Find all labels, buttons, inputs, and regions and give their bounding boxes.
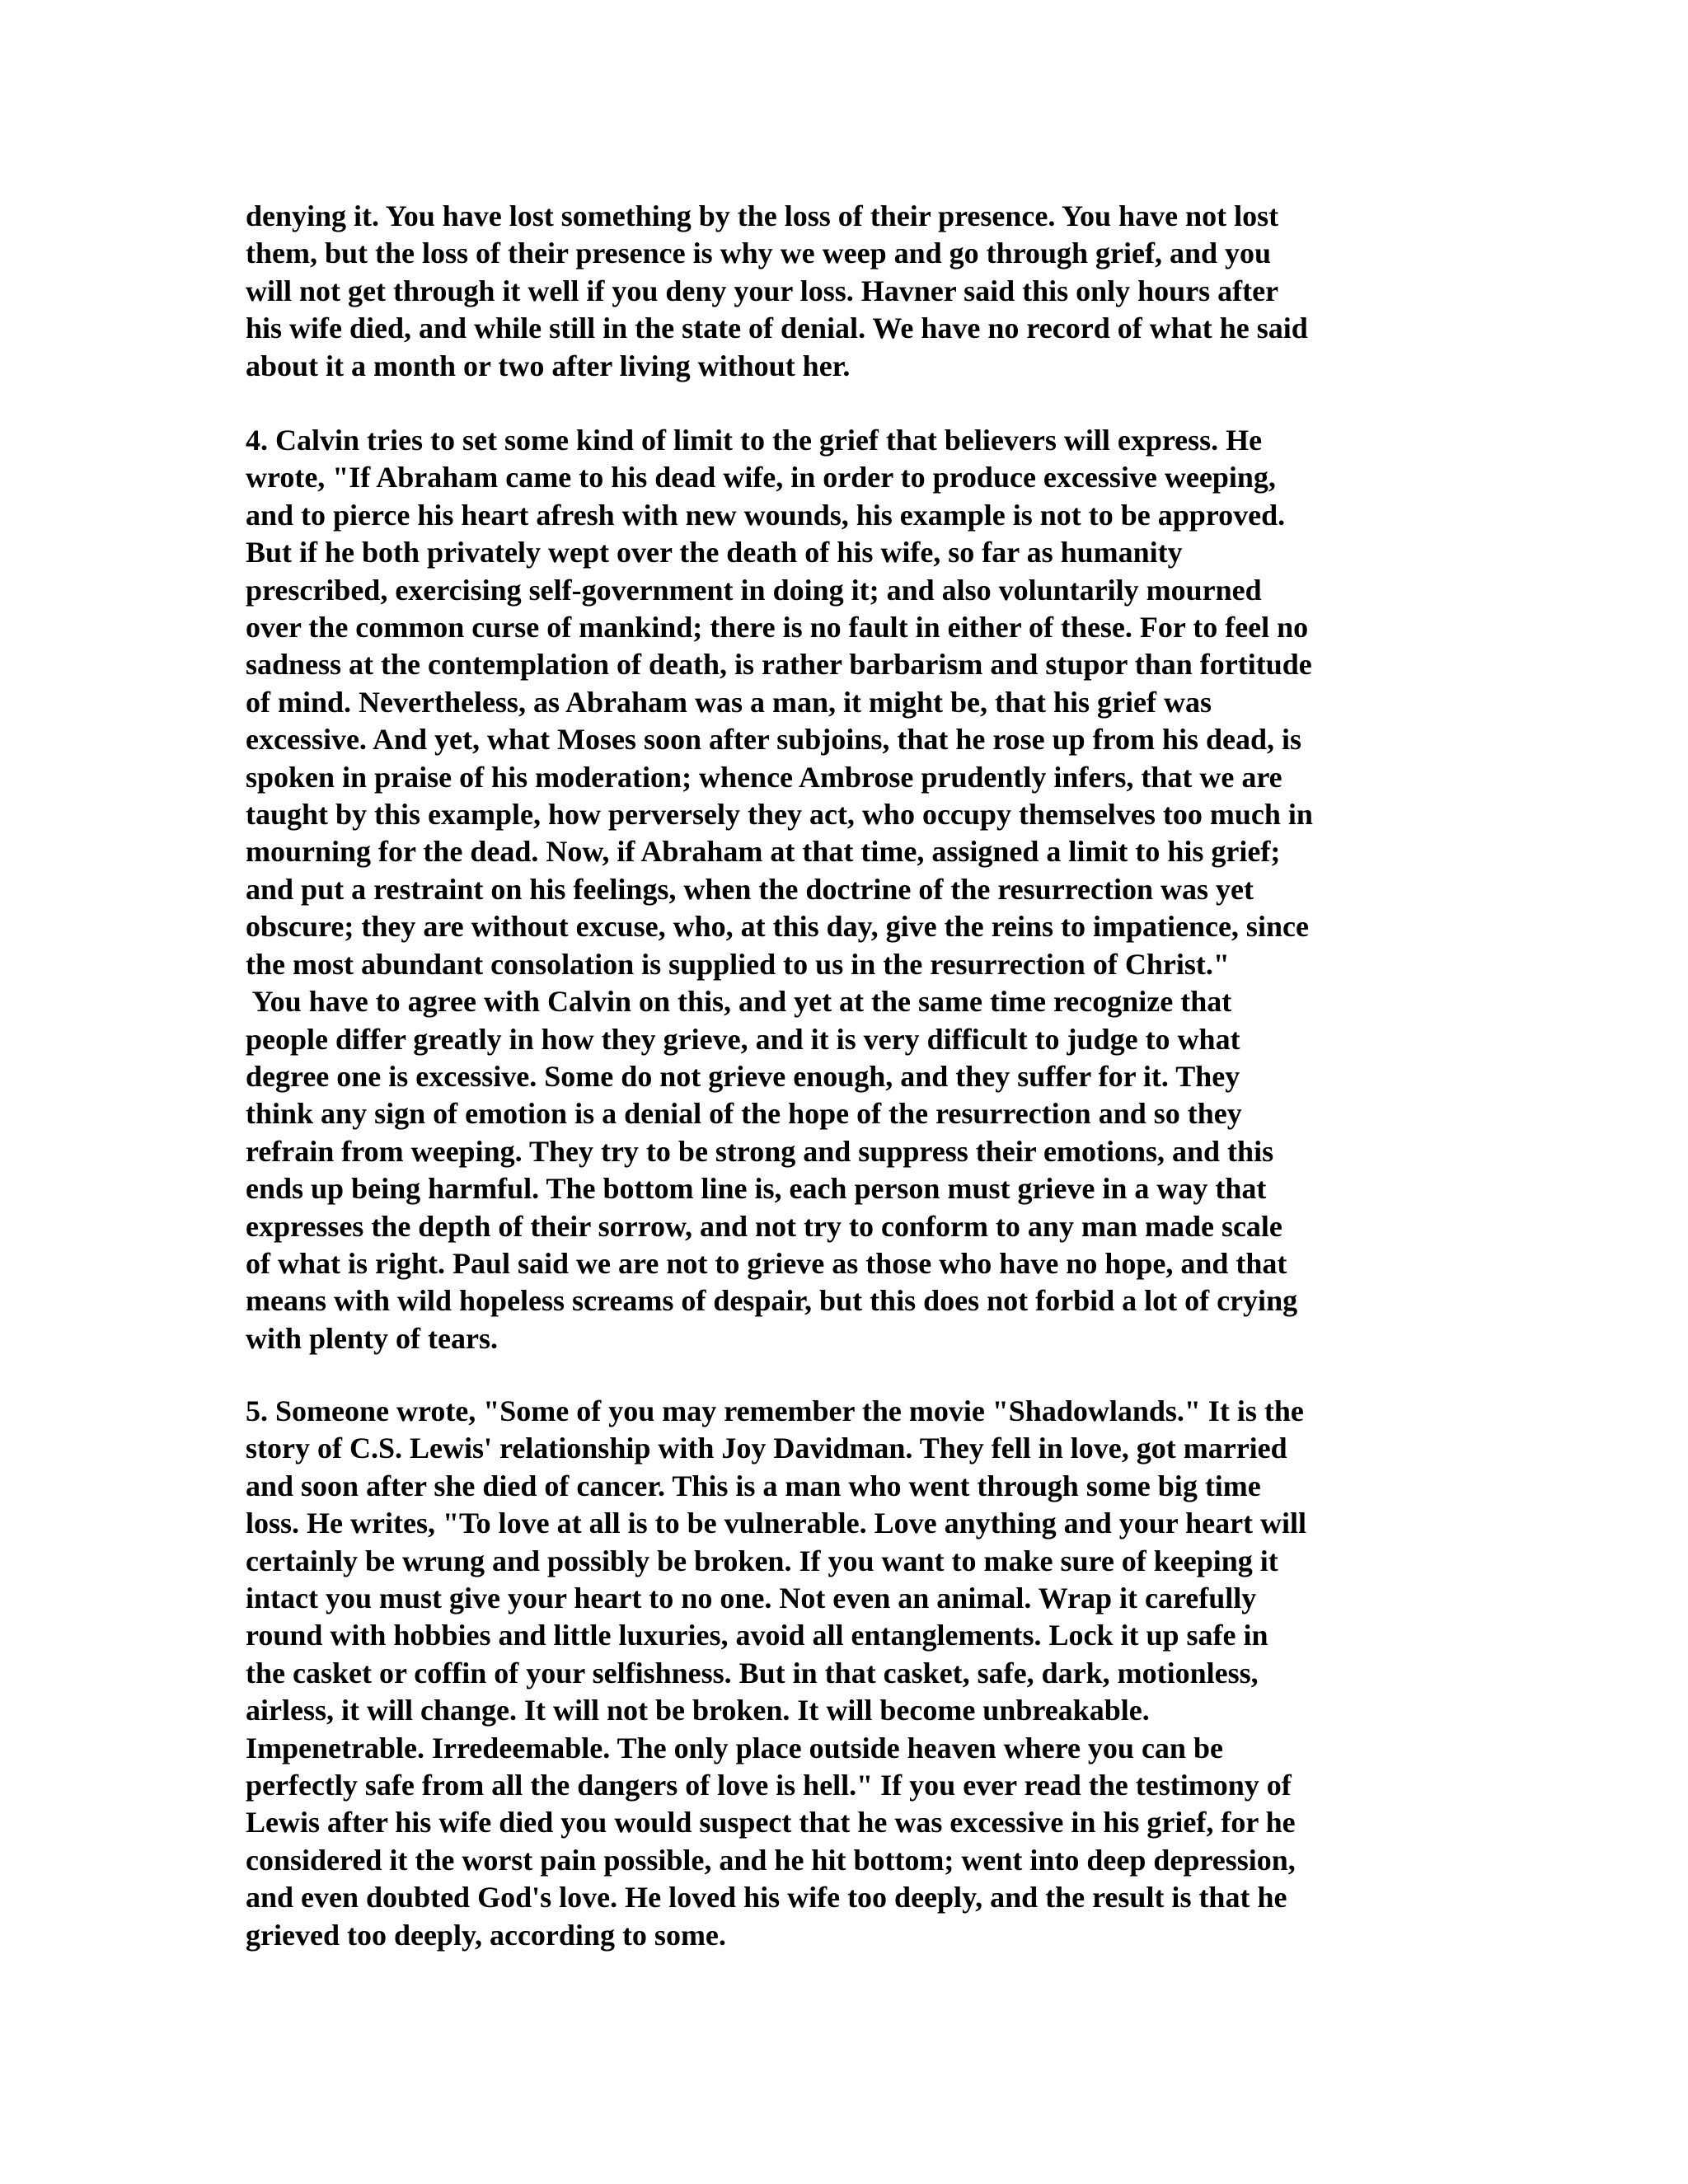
text-line: airless, it will change. It will not be broken. It will become unbreakable.	[246, 1694, 1150, 1727]
text-line: people differ greatly in how they grieve, and it is very difficult to judge to what	[246, 1022, 1240, 1056]
text-line: But if he both privately wept over the death of his wife, so far as humanity	[246, 536, 1183, 569]
text-line: means with wild hopeless screams of despair, but this does not forbid a lot of crying	[246, 1284, 1298, 1318]
text-line: over the common curse of mankind; there is no fault in either of these. For to feel no	[246, 611, 1309, 644]
paragraph-calvin	[246, 422, 1432, 1357]
paragraph-denial	[246, 198, 1432, 385]
text-line: Impenetrable. Irredeemable. The only place outside heaven where you can be	[246, 1731, 1223, 1765]
text-line: wrote, "If Abraham came to his dead wife, in order to produce excessive weeping,	[246, 461, 1276, 494]
text-line: You have to agree with Calvin on this, and yet at the same time recognize that	[246, 985, 1232, 1019]
text-line: denying it. You have lost something by the loss of their presence. You have not lost	[246, 199, 1279, 232]
text-line: mourning for the dead. Now, if Abraham at that time, assigned a limit to his grief;	[246, 835, 1281, 869]
text-line: certainly be wrung and possibly be broken. If you want to make sure of keeping it	[246, 1544, 1278, 1577]
text-line: expresses the depth of their sorrow, and not try to conform to any man made scale	[246, 1209, 1282, 1243]
text-line: think any sign of emotion is a denial of the hope of the resurrection and so they	[246, 1097, 1242, 1131]
text-line: loss. He writes, "To love at all is to be vulnerable. Love anything and your heart will	[246, 1507, 1307, 1540]
text-line: considered it the worst pain possible, and he hit bottom; went into deep depression,	[246, 1843, 1296, 1877]
text-line: of what is right. Paul said we are not to grieve as those who have no hope, and that	[246, 1246, 1287, 1280]
text-line: them, but the loss of their presence is why we weep and go through grief, and you	[246, 237, 1272, 270]
text-line: obscure; they are without excuse, who, at this day, give the reins to impatience, since	[246, 910, 1309, 944]
text-line: of mind. Nevertheless, as Abraham was a man, it might be, that his grief was	[246, 685, 1212, 719]
text-line: and soon after she died of cancer. This is a man who went through some big time	[246, 1469, 1261, 1502]
text-line: Lewis after his wife died you would suspect that he was excessive in his grief, for he	[246, 1806, 1296, 1840]
text-line: and even doubted God's love. He loved his wife too deeply, and the result is that he	[246, 1881, 1287, 1915]
text-line: round with hobbies and little luxuries, avoid all entanglements. Lock it up safe in	[246, 1619, 1268, 1652]
text-line: degree one is excessive. Some do not grieve enough, and they suffer for it. They	[246, 1059, 1240, 1093]
text-line: grieved too deeply, according to some.	[246, 1918, 726, 1952]
text-line: and to pierce his heart afresh with new wounds, his example is not to be approved.	[246, 498, 1286, 532]
text-line: excessive. And yet, what Moses soon after subjoins, that he rose up from his dead, is	[246, 723, 1302, 757]
text-line: taught by this example, how perversely they act, who occupy themselves too much in	[246, 798, 1313, 832]
text-line: prescribed, exercising self-government in doing it; and also voluntarily mourned	[246, 573, 1262, 607]
text-line: the casket or coffin of your selfishness. But in that casket, safe, dark, motionless,	[246, 1656, 1259, 1690]
text-line: his wife died, and while still in the state of denial. We have no record of what he said	[246, 312, 1308, 345]
text-line: intact you must give your heart to no one. Not even an animal. Wrap it carefully	[246, 1582, 1257, 1615]
text-line: with plenty of tears.	[246, 1321, 498, 1355]
paragraph-lewis	[246, 1393, 1432, 1954]
text-line: perfectly safe from all the dangers of love is hell." If you ever read the testimony of	[246, 1769, 1292, 1802]
text-line: 5. Someone wrote, "Some of you may remember the movie "Shadowlands." It is the	[246, 1394, 1304, 1427]
text-line: 4. Calvin tries to set some kind of limit to the grief that believers will express. He	[246, 424, 1263, 457]
text-line: sadness at the contemplation of death, is rather barbarism and stupor than fortitude	[246, 648, 1312, 682]
text-line: story of C.S. Lewis' relationship with Joy Davidman. They fell in love, got married	[246, 1432, 1287, 1465]
text-line: spoken in praise of his moderation; whence Ambrose prudently infers, that we are	[246, 760, 1282, 794]
text-line: refrain from weeping. They try to be strong and suppress their emotions, and this	[246, 1134, 1274, 1168]
text-line: the most abundant consolation is supplied to us in the resurrection of Christ."	[246, 947, 1230, 981]
text-line: about it a month or two after living without her.	[246, 349, 851, 382]
text-line: and put a restraint on his feelings, when the doctrine of the resurrection was yet	[246, 872, 1254, 906]
text-line: will not get through it well if you deny your loss. Havner said this only hours after	[246, 274, 1279, 307]
text-line: ends up being harmful. The bottom line is, each person must grieve in a way that	[246, 1172, 1267, 1206]
